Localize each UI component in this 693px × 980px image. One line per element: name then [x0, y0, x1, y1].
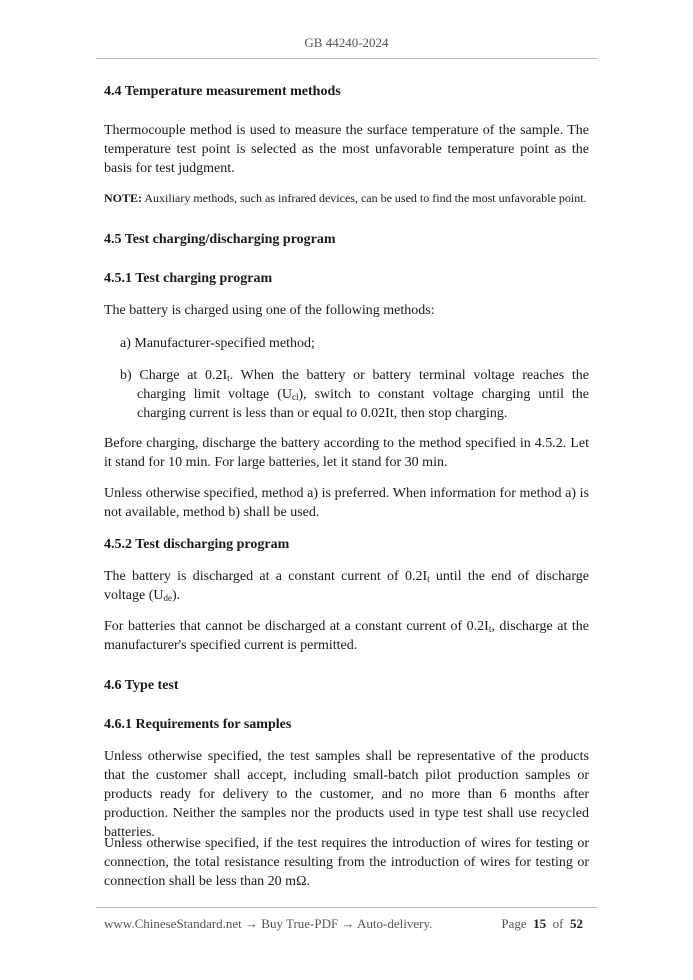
note-label: NOTE:	[104, 191, 143, 205]
paragraph-discharge-alt: For batteries that cannot be discharged at a constant current of $0.2I_t$, discharge at the manufacturer's specified current is permitted.	[104, 619, 589, 653]
page-total: 52	[570, 916, 583, 931]
section-heading-4-6: 4.6 Type test	[104, 678, 179, 693]
page-current: 15	[533, 916, 547, 931]
section-heading-4-4: 4.4 Temperature measurement methods	[104, 84, 341, 99]
paragraph-discharge: The battery is discharged at a constant current of $0.2I_t$ until the end of discharge voltage $(U_{de})$.	[104, 569, 589, 603]
paragraph-before-charging: Before charging, discharge the battery according to the method specified in 4.5.2. Let it stand for 10 min. For large batteries, let it stand for 30 min.	[104, 436, 589, 470]
footer-site-link[interactable]: www.ChineseStandard.net → Buy True-PDF → Auto-delivery.	[104, 916, 433, 931]
paragraph-method-preference: Unless otherwise specified, method a) is preferred. When information for method a) is not available, method b) shall be used.	[104, 486, 589, 520]
header-divider	[96, 58, 597, 59]
note-paragraph	[104, 190, 589, 206]
section-heading-4-6-1: 4.6.1 Requirements for samples	[104, 717, 292, 732]
paragraph-wire-resistance: Unless otherwise specified, if the test requires the introduction of wires for testing or connection, the total resistance resulting from the introduction of wires for testing or connection shall be less than 20 mΩ.	[104, 836, 589, 889]
paragraph-thermocouple: Thermocouple method is used to measure the surface temperature of the sample. The temperature test point is selected as the most unfavorable temperature point as the basis for test judgment.	[104, 123, 589, 176]
list-item-b: b) Charge at $0.2I_t$. When the battery or battery terminal voltage reaches the charging limit voltage $(U_{cl})$, switch to constant voltage charging until the charging current is less than or equal to 0.02It, then stop charging.	[120, 368, 589, 421]
section-heading-4-5-1: 4.5.1 Test charging program	[104, 271, 273, 286]
section-heading-4-5-2: 4.5.2 Test discharging program	[104, 537, 290, 552]
page-number: Page 15 of 52	[501, 916, 583, 931]
section-heading-4-5: 4.5 Test charging/discharging program	[104, 232, 336, 247]
footer-divider	[96, 907, 597, 908]
paragraph-charge-methods: The battery is charged using one of the following methods:	[104, 303, 435, 318]
running-header: GB 44240-2024	[304, 35, 389, 50]
list-item-a: a) Manufacturer-specified method;	[120, 336, 315, 351]
note-text: Auxiliary methods, such as infrared devices, can be used to find the most unfavorable point.	[142, 191, 587, 205]
paragraph-sample-requirements: Unless otherwise specified, the test samples shall be representative of the products that the customer shall accept, including small-batch pilot production samples or products ready for delivery to the customer, and no more than 6 months after production. Neither the samples nor the products used in type test shall use recycled batteries.	[104, 749, 589, 840]
